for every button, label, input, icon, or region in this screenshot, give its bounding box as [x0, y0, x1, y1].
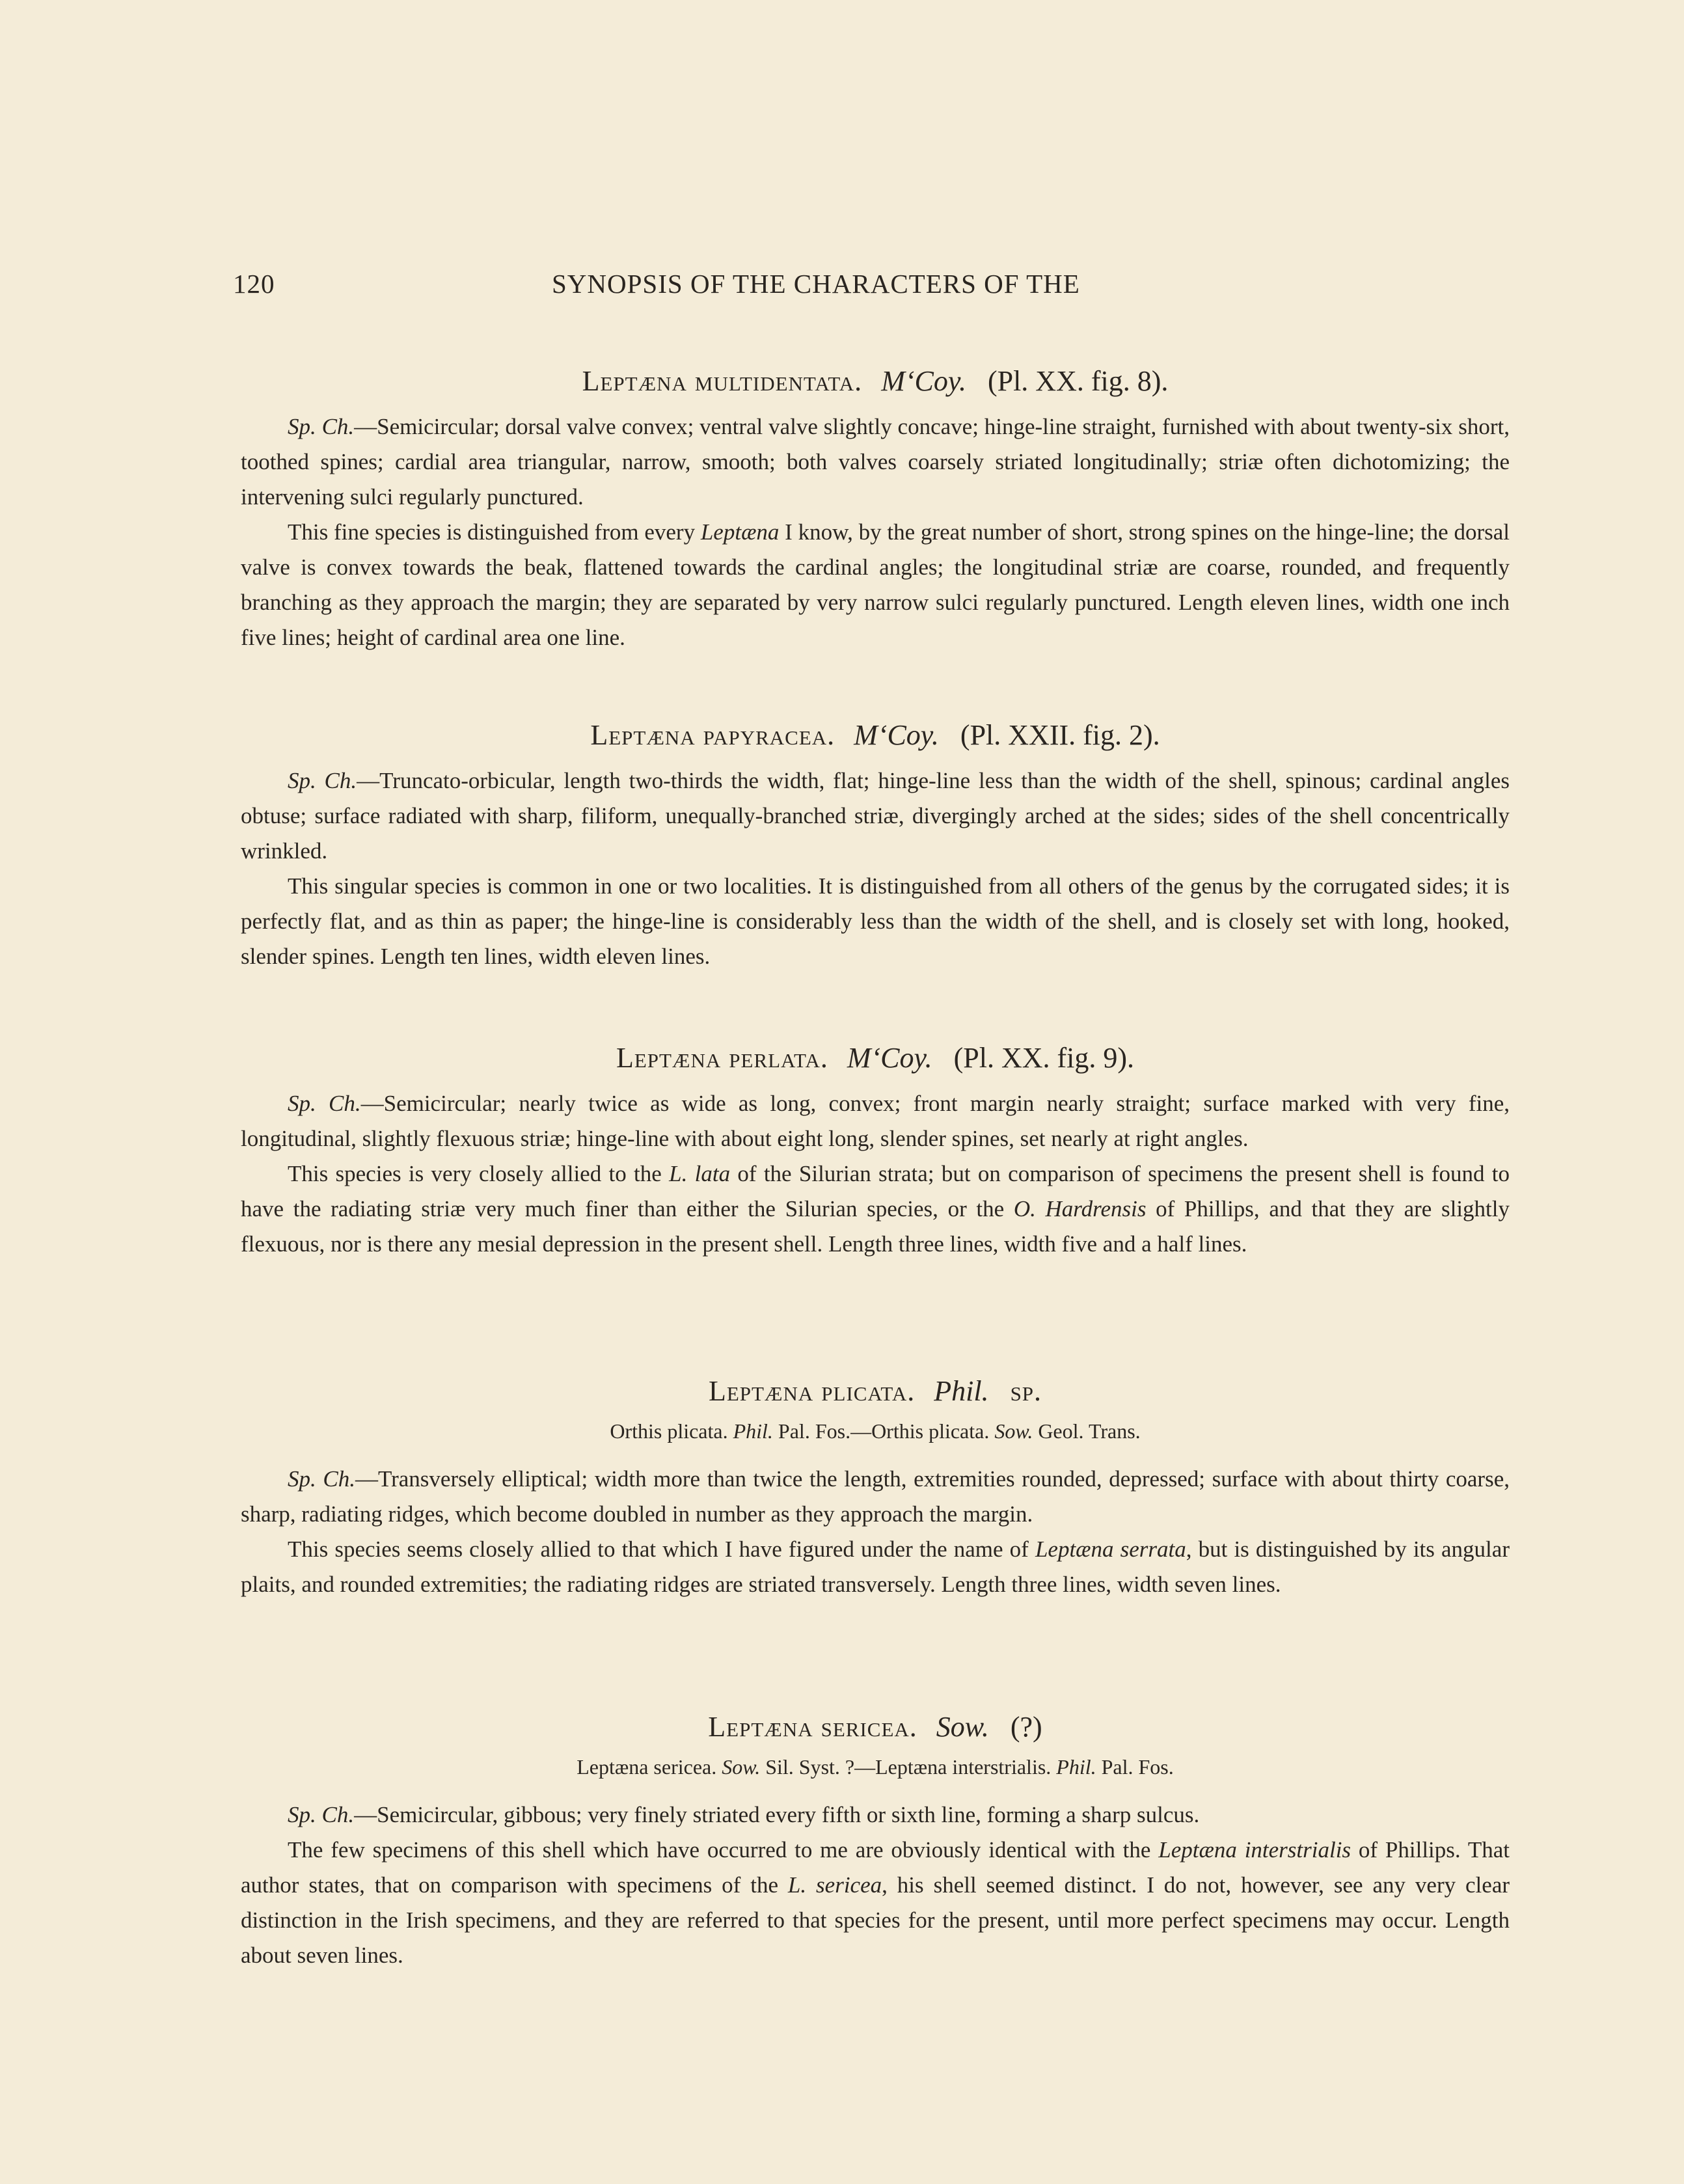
description: The few specimens of this shell which have occurred to me are obviously identical with the Leptæna interstrialis of Phillips. That author states, that on comparison with specimens of the L. sericea, his shell seemed distinct. I do not, however, see any very clear distinction in the Irish specimens, and they are referred to that species for the present, until more perfect specimens may occur. Length about seven lines.: [241, 1837, 1510, 1968]
page-number: 120: [233, 269, 275, 299]
specific-characters: Sp. Ch.—Truncato-orbicular, length two-thirds the width, flat; hinge-line less than the width of the shell, spinous; cardinal angles obtuse; surface radiated with sharp, filiform, unequally-branched striæ, divergingly arched at the sides; sides of the shell concentrically wrinkled.: [241, 768, 1510, 864]
species-section-perlata: [241, 1041, 1510, 1262]
species-heading: [241, 1041, 1510, 1074]
plate-reference: (Pl. XXII. fig. 2).: [960, 719, 1160, 751]
species-heading: [241, 364, 1510, 398]
species-author: Sow.: [936, 1711, 989, 1743]
synonymy: Leptæna sericea. Sow. Sil. Syst. ?—Leptæna interstrialis. Phil. Pal. Fos.: [577, 1755, 1174, 1779]
specific-characters: Sp. Ch.—Transversely elliptical; width more than twice the length, extremities rounded, depressed; surface with about thirty coarse, sharp, radiating ridges, which become doubled in number as they approach the margin.: [241, 1466, 1510, 1527]
description: This species seems closely allied to that which I have figured under the name of Leptæna serrata, but is distinguished by its angular plaits, and rounded extremities; the radiating ridges are striated transversely. Length three lines, width seven lines.: [241, 1536, 1510, 1597]
species-author: M‘Coy.: [854, 719, 939, 751]
plate-reference: (?): [1010, 1711, 1042, 1743]
species-name: Leptæna papyracea.: [590, 719, 835, 751]
species-name: Leptæna plicata.: [708, 1375, 916, 1407]
specific-characters: Sp. Ch.—Semicircular; nearly twice as wide as long, convex; front margin nearly straight; surface marked with very fine, longitudinal, slightly flexuous striæ; hinge-line with about eight long, slender spines, set nearly at right angles.: [241, 1091, 1510, 1151]
running-title: SYNOPSIS OF THE CHARACTERS OF THE: [552, 269, 1080, 299]
specific-characters: Sp. Ch.—Semicircular; dorsal valve convex; ventral valve slightly concave; hinge-line straight, furnished with about twenty-six short, toothed spines; cardial area triangular, narrow, smooth; both valves coarsely striated longitudinally; striæ often dichotomizing; the intervening sulci regularly punctured.: [241, 414, 1510, 510]
species-name: Leptæna perlata.: [616, 1042, 828, 1074]
species-author: M‘Coy.: [847, 1042, 932, 1074]
plate-reference: (Pl. XX. fig. 9).: [953, 1042, 1135, 1074]
plate-reference: sp.: [1010, 1375, 1042, 1407]
species-heading: [241, 718, 1510, 752]
species-section-plicata: [241, 1374, 1510, 1602]
description: This singular species is common in one or two localities. It is distinguished from all others of the genus by the corrugated sides; it is perfectly flat, and as thin as paper; the hinge-line is considerably less than the width of the shell, and is closely set with long, hooked, slender spines. Length ten lines, width eleven lines.: [241, 873, 1510, 969]
synonymy: Orthis plicata. Phil. Pal. Fos.—Orthis plicata. Sow. Geol. Trans.: [610, 1419, 1141, 1443]
species-heading: [241, 1374, 1510, 1408]
species-author: Phil.: [934, 1375, 989, 1407]
description: This fine species is distinguished from every Leptæna I know, by the great number of short, strong spines on the hinge-line; the dorsal valve is convex towards the beak, flattened towards the cardinal angles; the longitudinal striæ are coarse, rounded, and frequently branching as they approach the margin; they are separated by very narrow sulci regularly punctured. Length eleven lines, width one inch five lines; height of cardinal area one line.: [241, 519, 1510, 650]
species-section-papyracea: [241, 718, 1510, 974]
species-name: Leptæna multidentata.: [582, 365, 863, 397]
plate-reference: (Pl. XX. fig. 8).: [987, 365, 1169, 397]
description: This species is very closely allied to the L. lata of the Silurian strata; but on comparison of specimens the present shell is found to have the radiating striæ very much finer than either the Silurian species, or the O. Hardrensis of Phillips, and that they are slightly flexuous, nor is there any mesial depression in the present shell. Length three lines, width five and a half lines.: [241, 1161, 1510, 1257]
species-section-sericea: [241, 1710, 1510, 1973]
species-name: Leptæna sericea.: [708, 1711, 917, 1743]
species-heading: [241, 1710, 1510, 1743]
species-section-multidentata: [241, 364, 1510, 655]
species-author: M‘Coy.: [881, 365, 966, 397]
specific-characters: Sp. Ch.—Semicircular, gibbous; very finely striated every fifth or sixth line, forming a sharp sulcus.: [288, 1802, 1200, 1827]
